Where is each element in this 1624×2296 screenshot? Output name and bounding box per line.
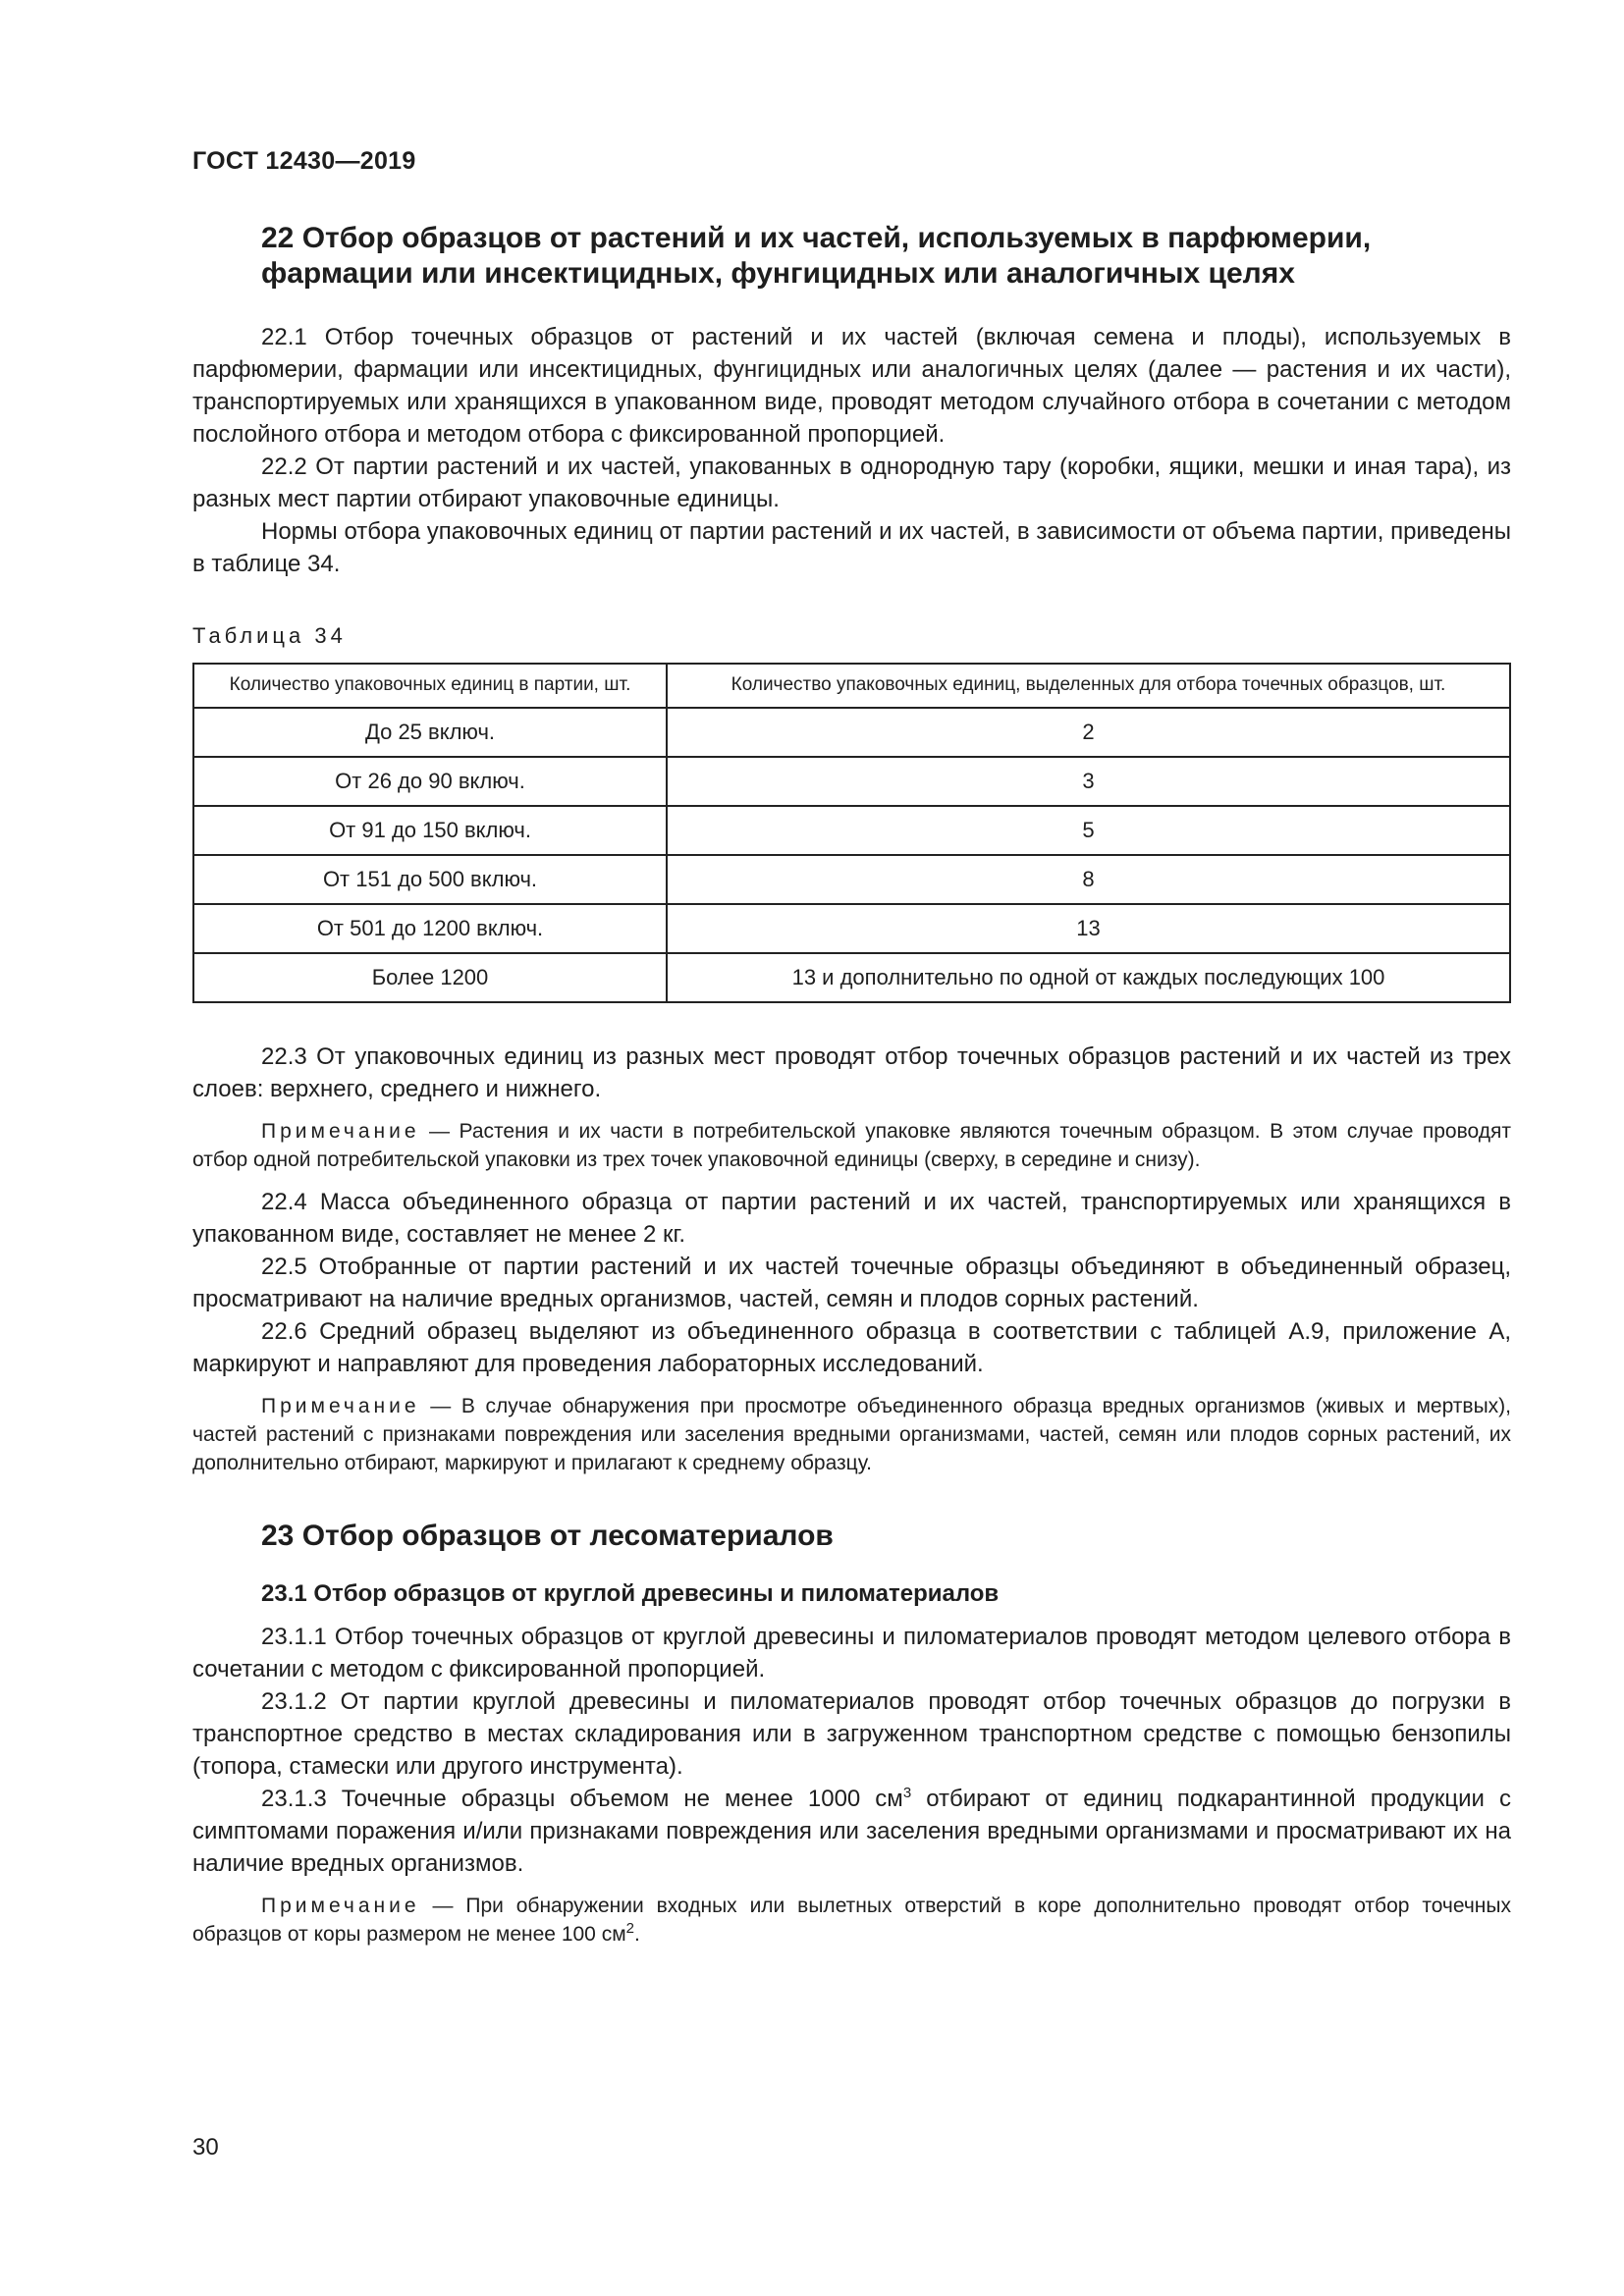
table-header-row: [193, 664, 1510, 708]
table-row: [193, 953, 1510, 1002]
paragraph-22-6: 22.6 Средний образец выделяют из объединенного образца в соответствии с таблицей А.9, приложение А, маркируют и направляют для проведения лабораторных исследований.: [192, 1318, 1511, 1377]
table-34: [192, 663, 1511, 1003]
note-label: Примечание: [261, 1395, 420, 1417]
paragraph-22-1: 22.1 Отбор точечных образцов от растений и их частей (включая семена и плоды), используемых в парфюмерии, фармации или инсектицидных, фунгицидных или аналогичных целях (далее — растения и их части), транспортируемых или хранящихся в упакованном виде, проводят методом случайного отбора в сочетании с методом послойного отбора и методом отбора с фиксированной пропорцией.: [192, 324, 1511, 448]
paragraph-22-2: 22.2 От партии растений и их частей, упакованных в однородную тару (коробки, ящики, мешки и иная тара), из разных мест партии отбирают упаковочные единицы.: [192, 454, 1511, 512]
table-row: [193, 708, 1510, 757]
note-3: [192, 1892, 1511, 1949]
table-row: [193, 904, 1510, 953]
superscript: 3: [902, 1785, 912, 1801]
note-text: — Растения и их части в потребительской упаковке являются точечным образцом. В этом случае проводят отбор одной потребительской упаковки из трех точек упаковочной единицы (сверху, в середине и снизу).: [192, 1120, 1511, 1171]
page-number: 30: [192, 2134, 219, 2161]
table-cell-lot: От 26 до 90 включ.: [193, 757, 667, 806]
table-row: [193, 855, 1510, 904]
table-cell-count: 13 и дополнительно по одной от каждых последующих 100: [667, 953, 1510, 1002]
document-page: [192, 147, 1511, 1960]
table-cell-lot: До 25 включ.: [193, 708, 667, 757]
paragraph-22-4: 22.4 Масса объединенного образца от партии растений и их частей, транспортируемых или хранящихся в упакованном виде, составляет не менее 2 кг.: [192, 1189, 1511, 1248]
table-header-lot-units: Количество упаковочных единиц в партии, шт.: [193, 664, 667, 708]
table-row: [193, 757, 1510, 806]
paragraph-22-3: 22.3 От упаковочных единиц из разных мест проводят отбор точечных образцов растений и их частей из трех слоев: верхнего, среднего и нижнего.: [192, 1043, 1511, 1102]
paragraph-23-1-1: 23.1.1 Отбор точечных образцов от круглой древесины и пиломатериалов проводят методом целевого отбора в сочетании с методом с фиксированной пропорцией.: [192, 1624, 1511, 1682]
table-cell-count: 3: [667, 757, 1510, 806]
table-cell-lot: Более 1200: [193, 953, 667, 1002]
note-1: [192, 1117, 1511, 1174]
note-text: — При обнаружении входных или вылетных отверстий в коре дополнительно проводят отбор точечных образцов от коры размером не менее 100 см: [192, 1895, 1511, 1946]
document-header: ГОСТ 12430—2019: [192, 147, 416, 175]
subsection-23-1-title: 23.1 Отбор образцов от круглой древесины и пиломатериалов: [261, 1580, 1000, 1607]
paragraph-23-1-2: 23.1.2 От партии круглой древесины и пиломатериалов проводят отбор точечных образцов до погрузки в транспортное средство в местах складирования или в загруженном транспортном средстве с помощью бензопилы (топора, стамески или другого инструмента).: [192, 1688, 1511, 1780]
note-end: .: [633, 1923, 640, 1946]
table-cell-count: 5: [667, 806, 1510, 855]
paragraph-text: 23.1.3 Точечные образцы объемом не менее 1000 см: [261, 1786, 903, 1812]
paragraph-22-2-norms: Нормы отбора упаковочных единиц от партии растений и их частей, в зависимости от объема партии, приведены в таблице 34.: [192, 518, 1511, 577]
superscript: 2: [625, 1920, 634, 1937]
note-label: Примечание: [261, 1895, 420, 1917]
table-cell-lot: От 91 до 150 включ.: [193, 806, 667, 855]
paragraph-23-1-3: [192, 1783, 1511, 1880]
table-cell-count: 13: [667, 904, 1510, 953]
table-cell-lot: От 151 до 500 включ.: [193, 855, 667, 904]
table-cell-count: 8: [667, 855, 1510, 904]
note-text: — В случае обнаружения при просмотре объединенного образца вредных организмов (живых и мертвых), частей растений с признаками повреждения или заселения вредными организмами, частей, семян или плодов сорных растений, их дополнительно отбирают, маркируют и прилагают к среднему образцу.: [192, 1395, 1511, 1474]
table-caption: Таблица 34: [192, 623, 347, 648]
paragraph-22-5: 22.5 Отобранные от партии растений и их частей точечные образцы объединяют в объединенный образец, просматривают на наличие вредных организмов, частей, семян и плодов сорных растений.: [192, 1254, 1511, 1312]
note-2: [192, 1392, 1511, 1477]
paragraph-text: отбирают от единиц подкарантинной продукции с симптомами поражения и/или признаками повреждения или заселения вредными организмами и просматривают их на наличие вредных организмов.: [192, 1786, 1511, 1877]
note-label: Примечание: [261, 1120, 420, 1143]
table-cell-count: 2: [667, 708, 1510, 757]
section-23-title: 23 Отбор образцов от лесоматериалов: [261, 1520, 834, 1552]
table-header-selected-units: Количество упаковочных единиц, выделенных для отбора точечных образцов, шт.: [667, 664, 1510, 708]
table-row: [193, 806, 1510, 855]
table-cell-lot: От 501 до 1200 включ.: [193, 904, 667, 953]
section-22-title: 22 Отбор образцов от растений и их частей, используемых в парфюмерии, фармации или инсектицидных, фунгицидных или аналогичных целях: [261, 222, 1372, 290]
